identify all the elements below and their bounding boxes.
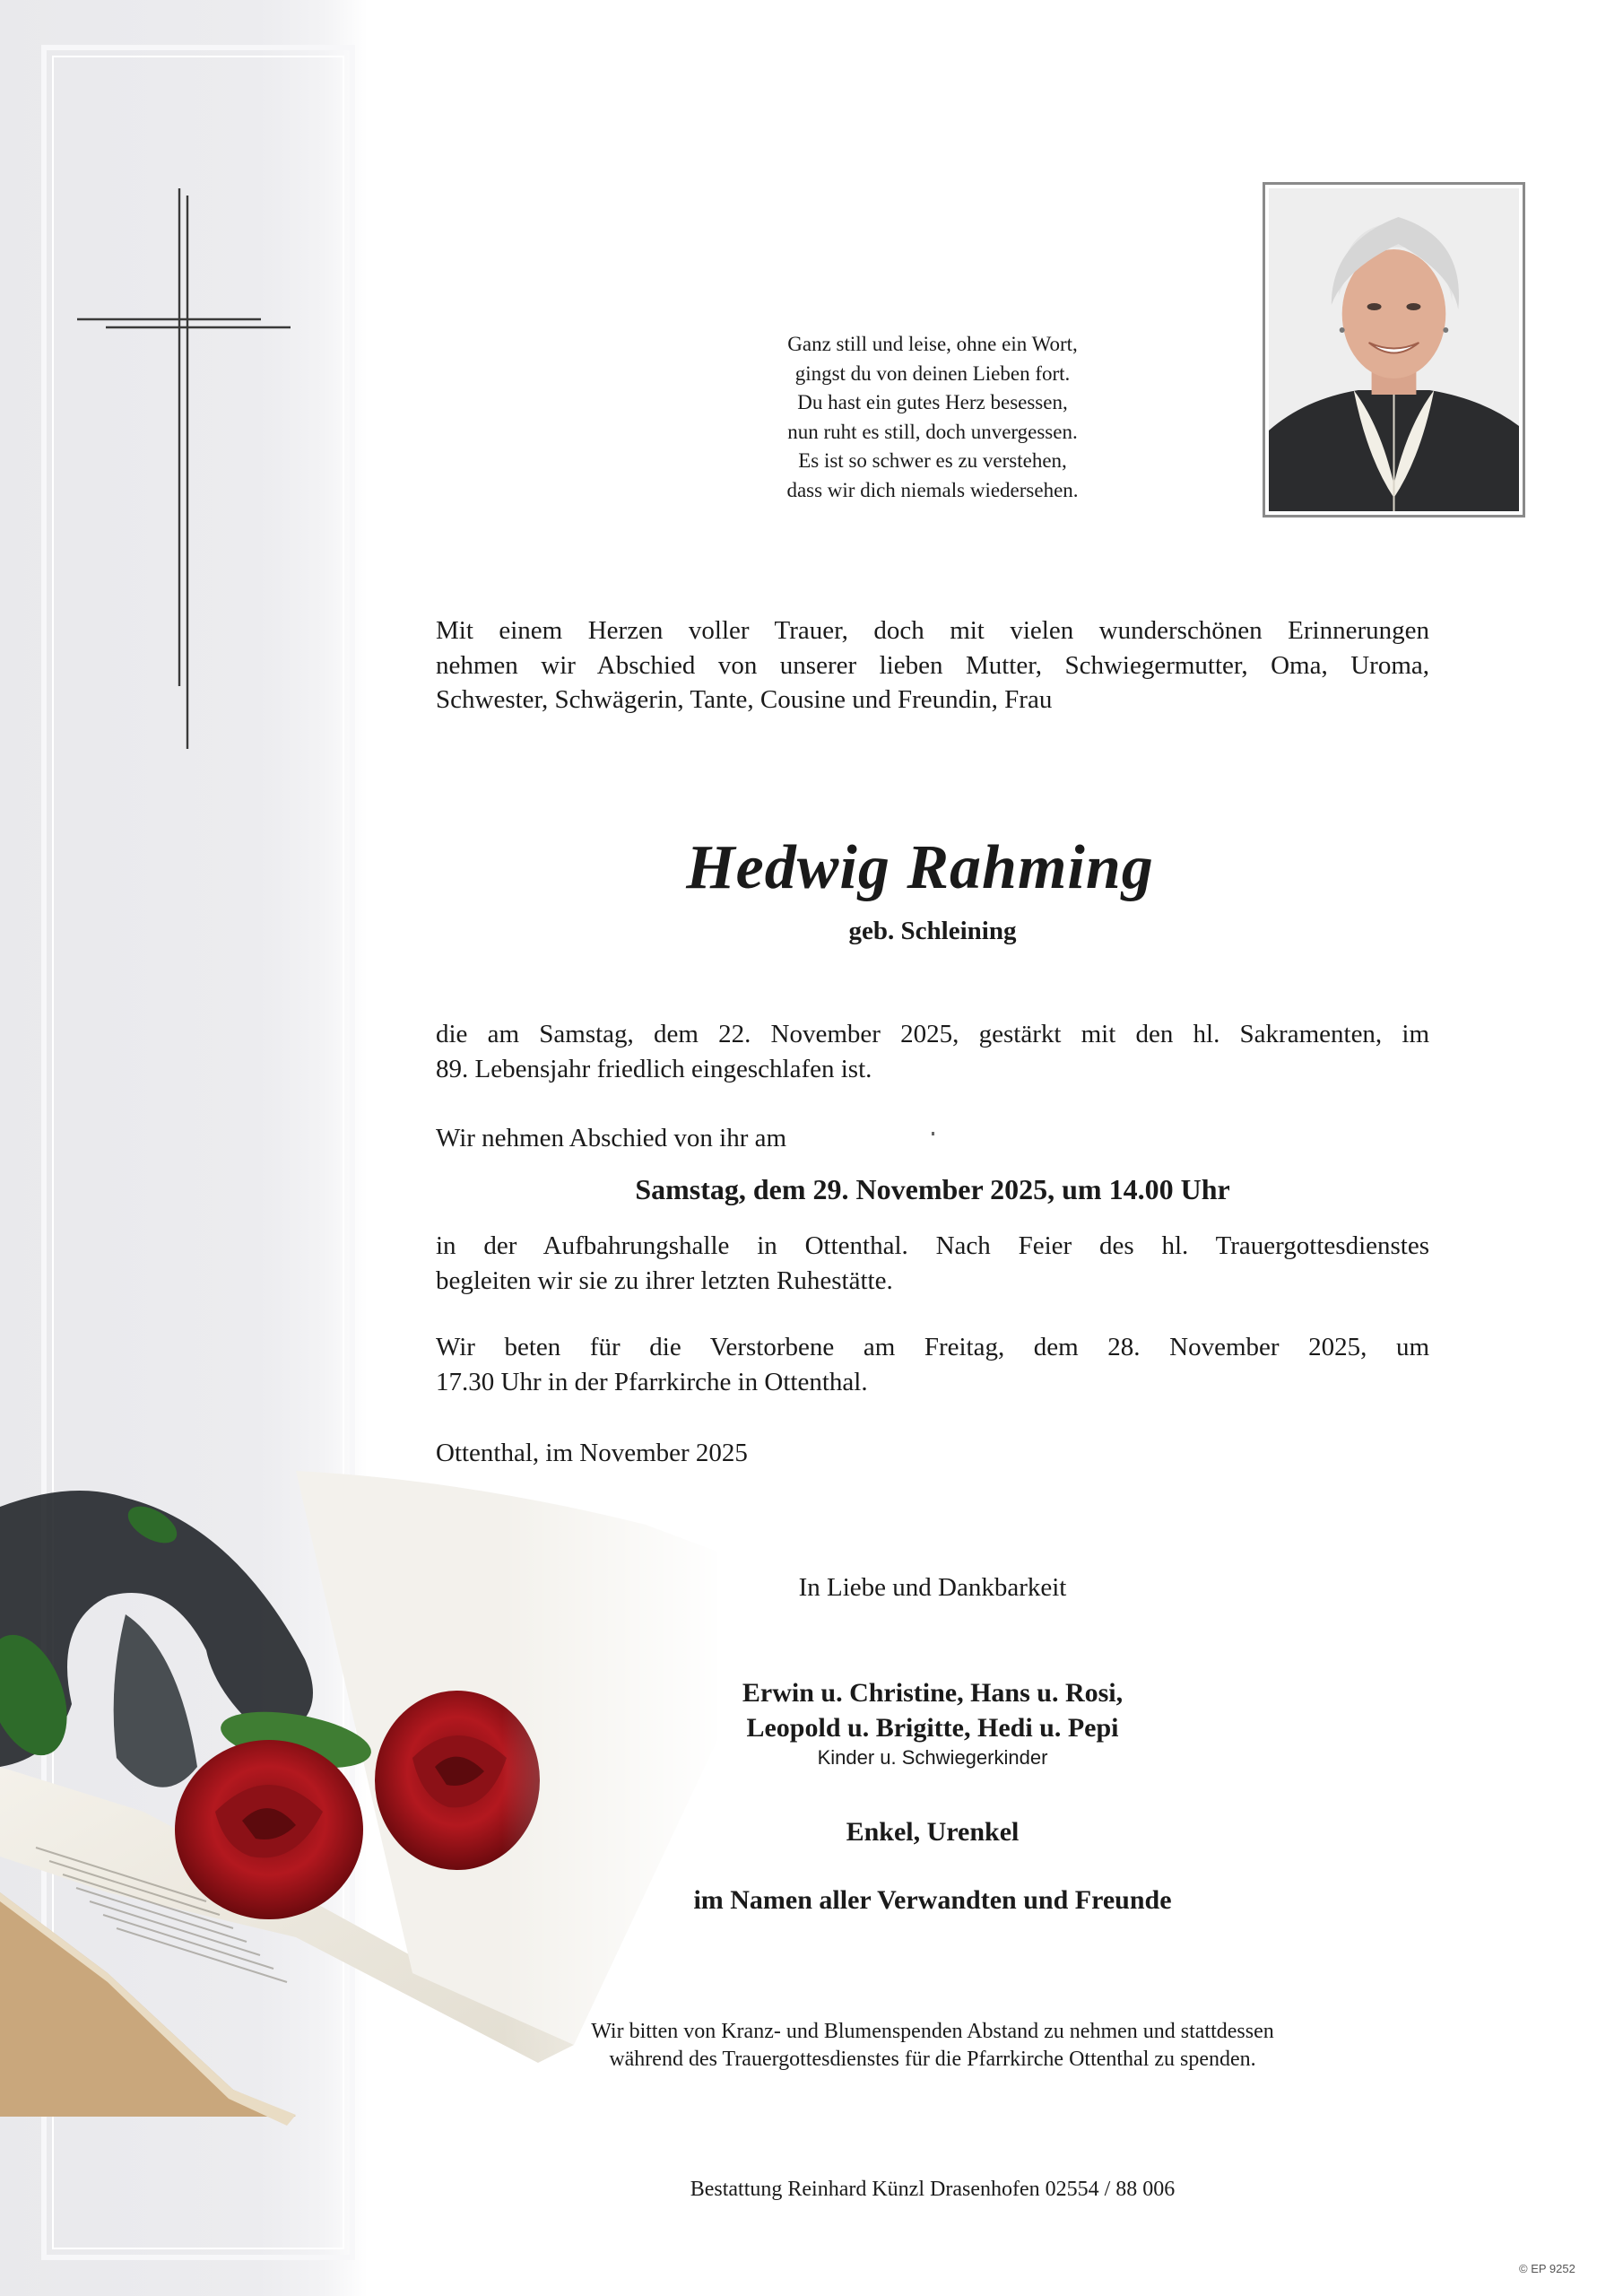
poem-line: Es ist so schwer es zu verstehen, bbox=[798, 449, 1067, 472]
death-line: die am Samstag, dem 22. November 2025, gestärkt mit den hl. Sakramenten, im bbox=[436, 1020, 1429, 1048]
poem-line: gingst du von deinen Lieben fort. bbox=[794, 361, 1071, 385]
birth-name: geb. Schleining bbox=[848, 917, 1017, 945]
relatives: im Namen aller Verwandten und Freunde bbox=[693, 1885, 1172, 1915]
farewell-line: begleiten wir sie zu ihrer letzten Ruhestätte. bbox=[436, 1265, 893, 1295]
prayer-line: Wir beten für die Verstorbene am Freitag, dem 28. November 2025, um bbox=[436, 1333, 1429, 1361]
children-line: Leopold u. Brigitte, Hedi u. Pepi bbox=[746, 1713, 1119, 1743]
mourners bbox=[436, 1675, 1429, 1770]
farewell-details bbox=[436, 1229, 1429, 1298]
scan-speck bbox=[932, 1132, 934, 1135]
donation-note bbox=[436, 2018, 1429, 2074]
intro-line: nehmen wir Abschied von unserer lieben Mutter, Schwiegermutter, Oma, Uroma, bbox=[436, 650, 1429, 680]
place-date: Ottenthal, im November 2025 bbox=[436, 1439, 748, 1467]
intro-line: Mit einem Herzen voller Trauer, doch mit vielen wunderschönen Erinnerungen bbox=[436, 616, 1429, 645]
children-caption: Kinder u. Schwiegerkinder bbox=[817, 1746, 1048, 1769]
poem-line: nun ruht es still, doch unvergessen. bbox=[787, 420, 1078, 443]
deceased-name: Hedwig Rahming bbox=[686, 833, 1154, 902]
portrait-photo bbox=[1269, 188, 1519, 511]
closing: In Liebe und Dankbarkeit bbox=[798, 1573, 1067, 1602]
intro-paragraph bbox=[436, 613, 1429, 718]
death-line: 89. Lebensjahr friedlich eingeschlafen ist. bbox=[436, 1054, 872, 1083]
latin-cross-icon bbox=[77, 188, 292, 749]
grandchildren: Enkel, Urenkel bbox=[846, 1817, 1020, 1847]
donation-line: Wir bitten von Kranz- und Blumenspenden Abstand zu nehmen und stattdessen bbox=[591, 2020, 1274, 2043]
prayer-line: 17.30 Uhr in der Pfarrkirche in Ottenthal. bbox=[436, 1367, 868, 1396]
farewell-line: in der Aufbahrungshalle in Ottenthal. Nach Feier des hl. Trauergottesdienstes bbox=[436, 1231, 1429, 1260]
funeral-date: Samstag, dem 29. November 2025, um 14.00 Uhr bbox=[635, 1173, 1230, 1205]
intro-line: Schwester, Schwägerin, Tante, Cousine und Freundin, Frau bbox=[436, 685, 1053, 714]
prayer-paragraph bbox=[436, 1330, 1429, 1399]
poem bbox=[664, 330, 1202, 505]
farewell-intro: Wir nehmen Abschied von ihr am bbox=[436, 1124, 787, 1152]
undertaker: Bestattung Reinhard Künzl Drasenhofen 02554 / 88 006 bbox=[690, 2178, 1176, 2201]
poem-line: Ganz still und leise, ohne ein Wort, bbox=[787, 333, 1078, 355]
death-paragraph bbox=[436, 1017, 1429, 1086]
poem-line: Du hast ein gutes Herz besessen, bbox=[797, 391, 1068, 413]
donation-line: während des Trauergottesdienstes für die Pfarrkirche Ottenthal zu spenden. bbox=[609, 2048, 1256, 2071]
portrait-frame bbox=[1263, 182, 1525, 517]
print-code: © EP 9252 bbox=[1519, 2262, 1575, 2275]
children-line: Erwin u. Christine, Hans u. Rosi, bbox=[742, 1678, 1124, 1708]
poem-line: dass wir dich niemals wiedersehen. bbox=[786, 478, 1079, 501]
